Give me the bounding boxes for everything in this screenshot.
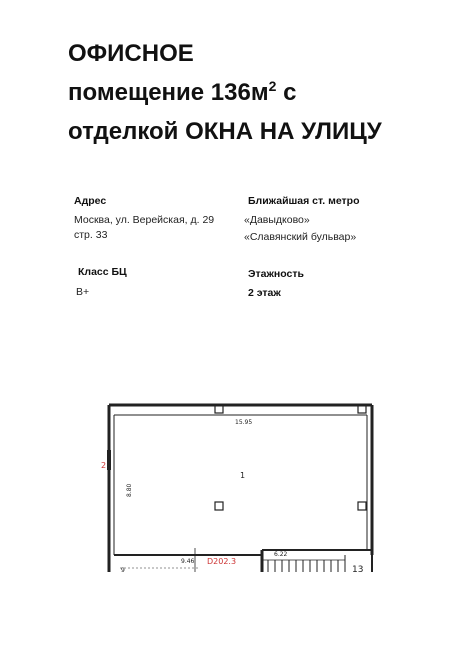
plan-dim-top: 15.95 [235, 419, 253, 426]
floor-plan [0, 395, 457, 580]
plan-left-mark: 2 [101, 461, 107, 470]
title-line-1: ОФИСНОЕ [68, 40, 194, 67]
class-label: Класс БЦ [78, 266, 127, 278]
title-area-suffix: с [276, 79, 297, 106]
metro-station-2: «Славянский бульвар» [244, 231, 357, 243]
title-area-text: помещение 136м [68, 79, 269, 106]
plan-dim-right: 6.22 [274, 551, 288, 558]
title-line-3: отделкой ОКНА НА УЛИЦУ [68, 118, 382, 145]
metro-station-1: «Давыдково» [244, 214, 310, 226]
plan-stair-number: 13 [352, 565, 364, 575]
plan-left-bottom-mark: 9 [121, 567, 125, 574]
floors-value: 2 этаж [248, 287, 281, 299]
class-value: В+ [76, 286, 90, 298]
plan-room-number: 1 [240, 471, 246, 480]
address-label: Адрес [74, 195, 107, 207]
listing-title [68, 34, 438, 151]
plan-dim-side: 8.80 [126, 483, 133, 497]
plan-room-code: D202.3 [207, 557, 237, 566]
title-area-superscript: 2 [268, 78, 277, 94]
plan-dim-bottom: 9.46 [181, 558, 195, 565]
floors-label: Этажность [248, 268, 304, 280]
address-value: Москва, ул. Верейская, д. 29 стр. 33 [74, 214, 215, 241]
metro-label: Ближайшая ст. метро [248, 195, 360, 207]
title-line-2 [68, 73, 438, 112]
